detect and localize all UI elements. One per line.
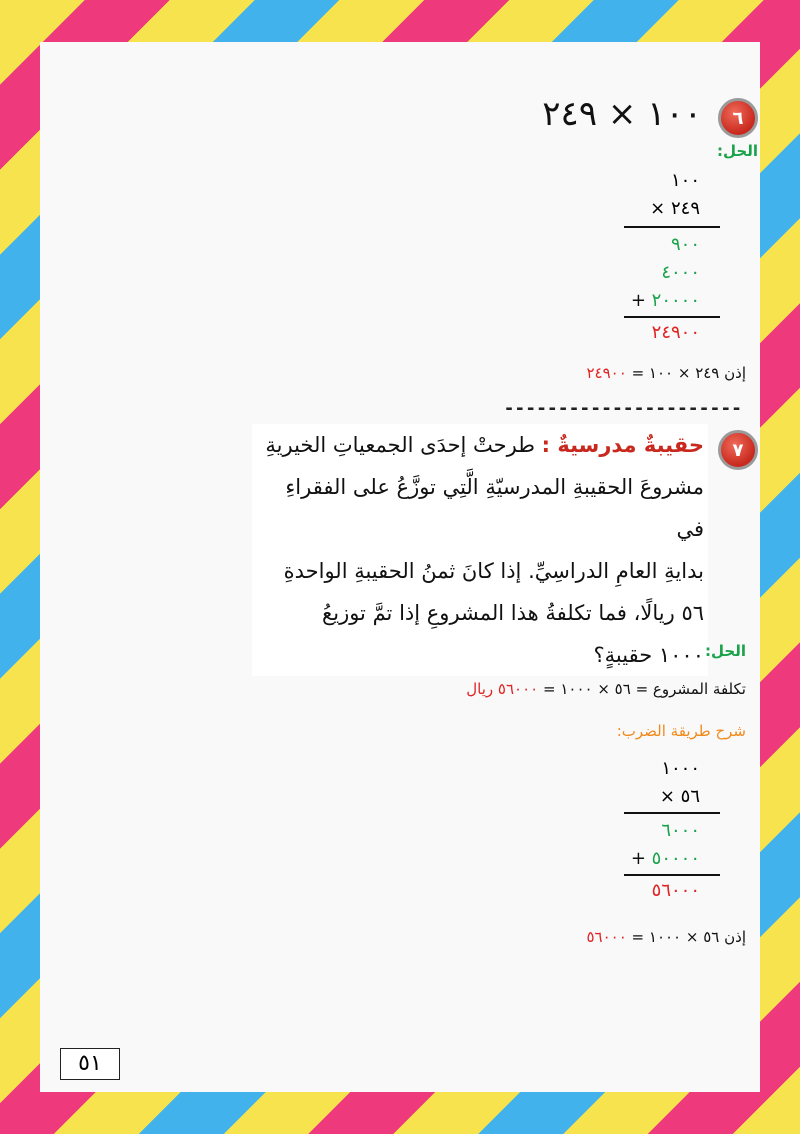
worksheet-page	[40, 42, 760, 1092]
problem-line: بدايةِ العامِ الدراسِيِّ. إذا كانَ ثمنُ الحقيبةِ الواحدةِ	[283, 559, 704, 583]
calc-result: ٥٦٠٠٠	[651, 880, 700, 901]
times-sign: ×	[650, 198, 666, 219]
solution-label: الحل:	[705, 642, 746, 660]
calc-rule	[624, 226, 720, 228]
calc-multiplicand: ١٠٠	[670, 170, 700, 191]
problem-line: مشروعَ الحقيبةِ المدرسيّةِ الَّتِي توزَّعُ على الفقراءِ في	[285, 475, 704, 541]
partial-product	[590, 848, 700, 869]
partial-product-value: ٥٠٠٠٠	[651, 848, 700, 869]
conclusion-text: إذن ٢٤٩ × ١٠٠ =	[631, 364, 746, 382]
question-number-badge: ٦	[718, 98, 758, 138]
problem-line: ٥٦ ريالًا، فما تكلفةُ هذا المشروعِ إذا تمَّ توزيعُ	[322, 601, 704, 625]
problem-text: طرحتْ إحدَى الجمعياتِ الخيريةِ	[265, 433, 535, 457]
conclusion-line	[586, 928, 746, 946]
conclusion-line	[586, 364, 746, 382]
problem-line	[256, 424, 704, 466]
page-number: ٥١	[60, 1048, 120, 1080]
problem-title: حقيبةٌ مدرسيةٌ :	[541, 433, 704, 457]
calc-result: ٢٤٩٠٠	[651, 322, 700, 343]
cost-text: تكلفة المشروع = ٥٦ × ١٠٠٠ =	[542, 680, 746, 698]
cost-result: ٥٦٠٠٠ ريال	[466, 680, 539, 698]
plus-sign: +	[630, 848, 646, 869]
calc-multiplicand: ١٠٠٠	[661, 758, 700, 779]
cost-line	[466, 680, 746, 698]
partial-product-value: ٢٠٠٠٠	[651, 290, 700, 311]
calc-multiplier	[590, 786, 700, 807]
multiplier-value: ٢٤٩	[670, 198, 700, 219]
calc-rule	[624, 874, 720, 876]
partial-product: ٦٠٠٠	[661, 820, 700, 841]
calc-multiplier	[590, 198, 700, 219]
section-divider: ----------------------	[503, 398, 742, 419]
conclusion-result: ٥٦٠٠٠	[586, 928, 627, 946]
times-sign: ×	[659, 786, 675, 807]
partial-product: ٤٠٠٠	[661, 262, 700, 283]
conclusion-result: ٢٤٩٠٠	[586, 364, 627, 382]
calc-rule	[624, 812, 720, 814]
multiplier-value: ٥٦	[680, 786, 700, 807]
partial-product: ٩٠٠	[670, 234, 700, 255]
plus-sign: +	[630, 290, 646, 311]
calc-rule	[624, 316, 720, 318]
partial-product	[590, 290, 700, 311]
question-expression: ١٠٠ × ٢٤٩	[542, 94, 702, 134]
solution-label: الحل:	[717, 142, 758, 160]
word-problem	[252, 424, 708, 676]
conclusion-text: إذن ٥٦ × ١٠٠٠ =	[631, 928, 746, 946]
method-label: شرح طريقة الضرب:	[616, 722, 746, 740]
problem-line: ١٠٠٠ حقيبةٍ؟	[593, 643, 704, 667]
question-number-badge: ٧	[718, 430, 758, 470]
